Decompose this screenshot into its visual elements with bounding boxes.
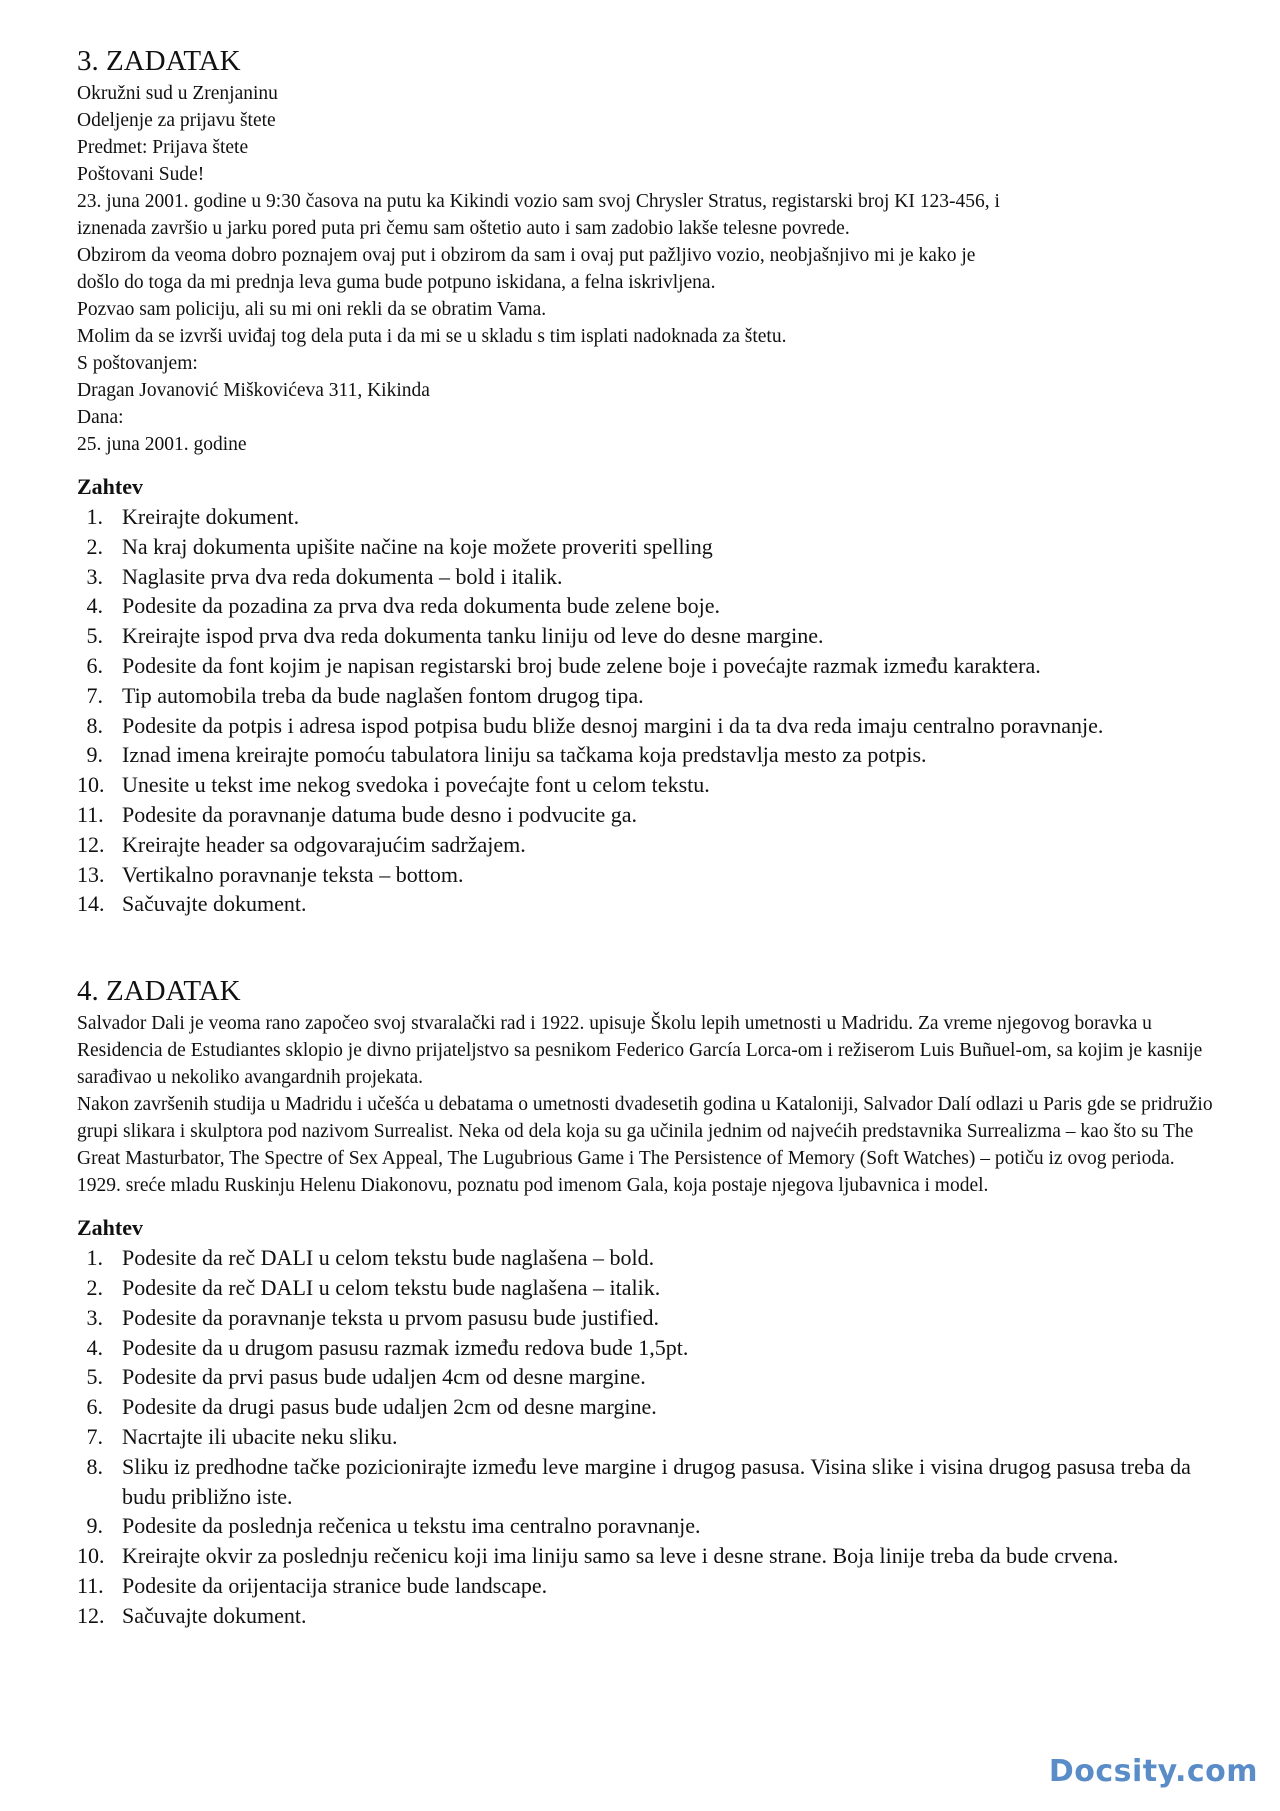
list-item: 7. Tip automobila treba da bude naglašen fontom drugog tipa.	[86, 682, 644, 708]
list-item: 8. Sliku iz predhodne tačke pozicionirajte između leve margine i drugog pasusa. Visina slike i visina drugog pasusa treba da budu približno iste.	[86, 1453, 1191, 1509]
list-item: 1. Podesite da reč DALI u celom tekstu bude naglašena – bold.	[86, 1245, 655, 1271]
list-item: 10. Kreirajte okvir za poslednju rečenicu koji ima liniju samo sa leve i desne strane. Boja linije treba da bude crvena.	[77, 1543, 1119, 1569]
list-item: 3. Naglasite prva dva reda dokumenta – bold i italik.	[86, 563, 563, 589]
task-3-section	[77, 44, 1217, 919]
list-item: 3. Podesite da poravnanje teksta u prvom pasusu bude justified.	[86, 1304, 660, 1330]
section-gap	[77, 919, 1217, 974]
letter-line: Molim da se izvrši uviđaj tog dela puta i da mi se u skladu s tim isplati nadoknada za štetu.	[77, 326, 787, 347]
list-item: 2. Na kraj dokumenta upišite načine na koje možete proveriti spelling	[86, 533, 713, 559]
list-item: 12. Sačuvajte dokument.	[77, 1602, 307, 1628]
list-item: 4. Podesite da pozadina za prva dva reda dokumenta bude zelene boje.	[86, 593, 721, 619]
list-item: 9. Iznad imena kreirajte pomoću tabulatora liniju sa tačkama koja predstavlja mesto za potpis.	[86, 742, 927, 768]
list-item: 12. Kreirajte header sa odgovarajućim sadržajem.	[77, 831, 526, 857]
list-item: 6. Podesite da font kojim je napisan registarski broj bude zelene boje i povećajte razmak između karaktera.	[86, 652, 1041, 678]
list-item: 7. Nacrtajte ili ubacite neku sliku.	[86, 1423, 398, 1449]
list-item: 2. Podesite da reč DALI u celom tekstu bude naglašena – italik.	[86, 1274, 661, 1300]
list-item: 5. Podesite da prvi pasus bude udaljen 4cm od desne margine.	[86, 1364, 646, 1390]
letter-line: Odeljenje za prijavu štete	[77, 110, 276, 131]
task-3-zahtev-heading: Zahtev	[77, 474, 143, 499]
letter-line: Dana:	[77, 407, 124, 428]
letter-line: iznenada završio u jarku pored puta pri čemu sam oštetio auto i sam zadobio lakše telesne povrede.	[77, 218, 850, 239]
letter-line: 25. juna 2001. godine	[77, 434, 247, 455]
list-item: 14. Sačuvajte dokument.	[77, 891, 307, 917]
letter-line: Predmet: Prijava štete	[77, 137, 249, 158]
document-page	[77, 44, 1217, 1631]
task-4-section	[77, 974, 1217, 1630]
list-item: 11. Podesite da poravnanje datuma bude desno i podvucite ga.	[77, 801, 638, 827]
task-4-paragraph-2: Nakon završenih studija u Madridu i učešća u debatama o umetnosti dvadesetih godina u Kataloniji, Salvador Dalí odlazi u Paris gde se pridružio grupi slikara i skulptora pod nazivom Surrealist. Neka od dela koja su ga učinila jednim od najvećih predstavnika Surrealizma – kao što su The Great Masturbator, The Spectre of Sex Appeal, The Lugubrious Game i The Persistence of Memory (Soft Watches) – potiču iz ovog perioda. 1929. sreće mladu Ruskinju Helenu Diakonovu, poznatu pod imenom Gala, koja postaje njegova ljubavnica i model.	[77, 1094, 1213, 1197]
letter-line: 23. juna 2001. godine u 9:30 časova na putu ka Kikindi vozio sam svoj Chrysler Stratus, registarski broj KI 123-456, i	[77, 191, 1000, 212]
task-4-paragraph-1: Salvador Dali je veoma rano započeo svoj stvaralački rad i 1922. upisuje Školu lepih umetnosti u Madridu. Za vreme njegovog boravka u Residencia de Estudiantes sklopio je divno prijateljstvo sa pesnikom Federico García Lorca-om i režiserom Luis Buñuel-om, sa kojim je kasnije sarađivao u nekoliko avangardnih projekata.	[77, 1013, 1203, 1089]
letter-line: Obzirom da veoma dobro poznajem ovaj put i obzirom da sam i ovaj put pažljivo vozio, neobjašnjivo mi je kako je	[77, 245, 976, 266]
task-4-zahtev-heading: Zahtev	[77, 1215, 143, 1241]
letter-line: Pozvao sam policiju, ali su mi oni rekli da se obratim Vama.	[77, 299, 547, 320]
letter-line: došlo do toga da mi prednja leva guma bude potpuno iskidana, a felna iskrivljena.	[77, 272, 716, 293]
letter-line: S poštovanjem:	[77, 353, 198, 374]
task-4-title: 4. ZADATAK	[77, 975, 241, 1008]
list-item: 6. Podesite da drugi pasus bude udaljen 2cm od desne margine.	[86, 1394, 657, 1420]
letter-line: Dragan Jovanović Miškovićeva 311, Kikinda	[77, 380, 430, 401]
letter-line: Okružni sud u Zrenjaninu	[77, 83, 278, 104]
list-item: 5. Kreirajte ispod prva dva reda dokumenta tanku liniju od leve do desne margine.	[86, 623, 824, 649]
list-item: 13. Vertikalno poravnanje teksta – bottom.	[77, 861, 464, 887]
list-item: 10. Unesite u tekst ime nekog svedoka i povećajte font u celom tekstu.	[77, 772, 710, 798]
list-item: 1. Kreirajte dokument.	[86, 504, 300, 529]
docsity-watermark: Docsity.com	[1048, 1754, 1258, 1789]
task-4-requirements	[77, 1243, 1217, 1630]
task-3-letter	[77, 80, 1217, 458]
list-item: 4. Podesite da u drugom pasusu razmak između redova bude 1,5pt.	[86, 1334, 689, 1360]
letter-line: Poštovani Sude!	[77, 164, 205, 185]
task-3-title: 3. ZADATAK	[77, 45, 241, 77]
list-item: 8. Podesite da potpis i adresa ispod potpisa budu bliže desnoj margini i da ta dva reda imaju centralno poravnanje.	[86, 712, 1104, 738]
list-item: 9. Podesite da poslednja rečenica u tekstu ima centralno poravnanje.	[86, 1513, 701, 1539]
task-3-requirements	[77, 502, 1217, 919]
list-item: 11. Podesite da orijentacija stranice bude landscape.	[77, 1572, 548, 1598]
